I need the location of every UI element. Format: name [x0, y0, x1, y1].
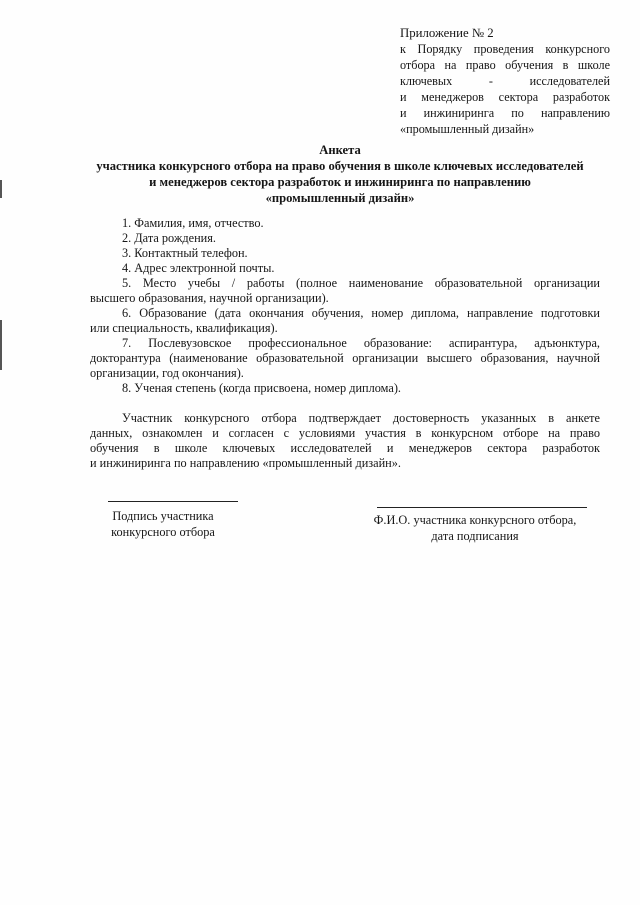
name-date-caption-line: дата подписания: [431, 529, 519, 543]
list-item-line: или специальность, квалификация).: [90, 321, 278, 335]
list-item-line: организации, год окончания).: [90, 366, 244, 380]
form-subtitle-line: и менеджеров сектора разработок и инжиниринга по направлению: [149, 175, 531, 189]
appendix-line: «промышленный дизайн»: [400, 122, 535, 136]
confirmation-paragraph: [90, 411, 600, 471]
confirmation-line: Участник конкурсного отбора подтверждает достоверность указанных в анкете: [122, 411, 600, 425]
signature-caption-line: конкурсного отбора: [111, 525, 215, 539]
appendix-block: [400, 25, 610, 137]
list-item-line: высшего образования, научной организации).: [90, 291, 329, 305]
list-item: 3. Контактный телефон.: [122, 246, 248, 260]
signature-caption-line: Подпись участника: [112, 509, 214, 523]
appendix-title: Приложение № 2: [400, 26, 494, 40]
form-heading: [60, 142, 620, 206]
list-item-line: 6. Образование (дата окончания обучения, номер диплома, направление подготовки: [122, 306, 600, 320]
confirmation-line: данных, ознакомлен и согласен с условиями участия в конкурсном отборе на право: [90, 426, 600, 440]
signature-line: [108, 501, 238, 502]
list-item: [90, 336, 600, 381]
list-item: [90, 306, 600, 336]
form-subtitle-line: участника конкурсного отбора на право обучения в школе ключевых исследователей: [96, 159, 584, 173]
list-item: [90, 276, 600, 306]
list-item-line: 7. Послевузовское профессиональное образование: аспирантура, адъюнктура,: [122, 336, 600, 350]
appendix-line: отбора на право обучения в школе: [400, 58, 610, 72]
name-date-line: [377, 507, 587, 508]
list-item: 1. Фамилия, имя, отчество.: [122, 216, 264, 230]
appendix-line: ключевых - исследователей: [400, 74, 610, 88]
signature-caption: [88, 508, 238, 540]
list-item: 8. Ученая степень (когда присвоена, номер диплома).: [122, 381, 402, 395]
appendix-line: к Порядку проведения конкурсного: [400, 42, 610, 56]
scan-edge-mark: [0, 180, 2, 198]
list-item: 4. Адрес электронной почты.: [122, 261, 275, 275]
appendix-line: и менеджеров сектора разработок: [400, 90, 610, 104]
confirmation-line: и инжиниринга по направлению «промышленный дизайн».: [90, 456, 401, 470]
questionnaire-items: [90, 216, 600, 396]
appendix-line: и инжиниринга по направлению: [400, 106, 610, 120]
form-subtitle-line: «промышленный дизайн»: [265, 191, 415, 205]
name-date-caption-line: Ф.И.О. участника конкурсного отбора,: [373, 513, 577, 527]
list-item: 2. Дата рождения.: [122, 231, 216, 245]
name-date-caption: [350, 512, 600, 544]
list-item-line: докторантура (наименование образовательной организации высшего образования, научной: [90, 351, 600, 365]
list-item-line: 5. Место учебы / работы (полное наименование образовательной организации: [122, 276, 600, 290]
confirmation-line: обучения в школе ключевых исследователей и менеджеров сектора разработок: [90, 441, 600, 455]
scan-edge-mark: [0, 320, 2, 370]
form-title: Анкета: [319, 143, 361, 157]
